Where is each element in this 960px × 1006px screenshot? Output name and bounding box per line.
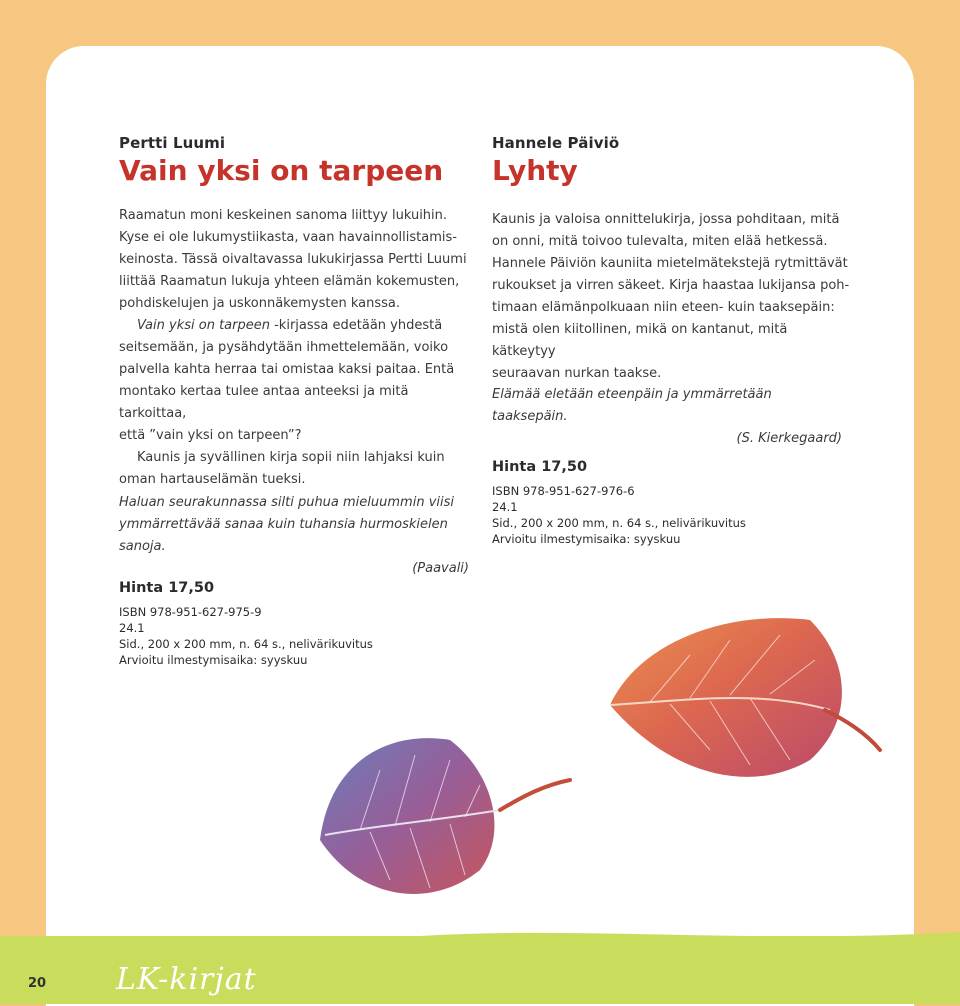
left-para2-line: että ”vain yksi on tarpeen”? (119, 428, 302, 443)
left-para3-line: oman hartauselämän tueksi. (119, 472, 306, 487)
left-quote-line: Haluan seurakunnassa silti puhua mieluummin viisi (119, 495, 454, 510)
right-code: 24.1 (492, 500, 518, 514)
left-format: Sid., 200 x 200 mm, n. 64 s., nelivärikuvitus (119, 637, 373, 651)
left-title: Vain yksi on tarpeen (119, 154, 444, 187)
right-author: Hannele Päiviö (492, 134, 620, 152)
left-para2-line: montako kertaa tulee antaa anteeksi ja mitä tarkoittaa, (119, 384, 409, 421)
right-product-info (492, 459, 852, 547)
right-description (492, 209, 852, 385)
left-release: Arvioitu ilmestymisaika: syyskuu (119, 653, 308, 667)
left-para2-line: seitsemään, ja pysähdytään ihmettelemään, voiko (119, 340, 449, 355)
right-para-line: Kaunis ja valoisa onnittelukirja, jossa pohditaan, mitä (492, 212, 840, 227)
right-isbn: ISBN 978-951-627-976-6 (492, 484, 635, 498)
left-code: 24.1 (119, 621, 145, 635)
left-para1-line: Raamatun moni keskeinen sanoma liittyy lukuihin. (119, 208, 448, 223)
leaf-upper (610, 618, 880, 777)
left-isbn: ISBN 978-951-627-975-9 (119, 605, 262, 619)
left-book (119, 134, 479, 188)
left-para2-rest: -kirjassa edetään yhdestä (269, 318, 443, 333)
publisher-logo: LK-kirjat (116, 962, 257, 997)
right-quote (492, 384, 842, 450)
left-book-title-inline: Vain yksi on tarpeen (137, 318, 270, 333)
left-para1-line: liittää Raamatun lukuja yhteen elämän kokemusten, (119, 274, 460, 289)
right-para-line: mistä olen kiitollinen, mikä on kantanut, mitä kätkeytyy (492, 322, 788, 359)
left-description (119, 205, 479, 491)
right-para-line: seuraavan nurkan taakse. (492, 366, 662, 381)
right-para-line: Hannele Päiviön kauniita mietelmätekstejä rytmittävät (492, 256, 848, 271)
right-quote-source: (S. Kierkegaard) (736, 431, 842, 446)
left-quote (119, 492, 469, 580)
right-title: Lyhty (492, 154, 578, 187)
left-para2-first-line (119, 315, 479, 337)
right-book (492, 134, 852, 188)
left-author: Pertti Luumi (119, 134, 226, 152)
left-para1-line: keinosta. Tässä oivaltavassa lukukirjassa Pertti Luumi (119, 252, 467, 267)
right-para-line: rukoukset ja virren säkeet. Kirja haastaa lukijansa poh- (492, 278, 850, 293)
left-para3-line: Kaunis ja syvällinen kirja sopii niin lahjaksi kuin (137, 450, 445, 465)
right-format: Sid., 200 x 200 mm, n. 64 s., nelivärikuvitus (492, 516, 746, 530)
left-quote-line: ymmärrettävää sanaa kuin tuhansia hurmoskielen sanoja. (119, 517, 448, 554)
left-quote-source: (Paavali) (412, 561, 469, 576)
left-para1-line: Kyse ei ole lukumystiikasta, vaan havainnollistamis- (119, 230, 457, 245)
right-para-line: timaan elämänpolkuaan niin eteen- kuin taaksepäin: (492, 300, 835, 315)
leaf-lower (320, 738, 570, 894)
right-release: Arvioitu ilmestymisaika: syyskuu (492, 532, 681, 546)
right-price: Hinta 17,50 (492, 459, 588, 475)
left-price: Hinta 17,50 (119, 580, 215, 596)
left-para2-line: palvella kahta herraa tai omistaa kaksi paitaa. Entä (119, 362, 455, 377)
leaves-illustration (310, 570, 910, 950)
page-number: 20 (28, 976, 47, 991)
right-quote-text: Elämää eletään eteenpäin ja ymmärretään taaksepäin. (492, 387, 772, 424)
left-para1-line: pohdiskelujen ja uskonnäkemysten kanssa. (119, 296, 400, 311)
right-para-line: on onni, mitä toivoo tulevalta, miten elää hetkessä. (492, 234, 828, 249)
